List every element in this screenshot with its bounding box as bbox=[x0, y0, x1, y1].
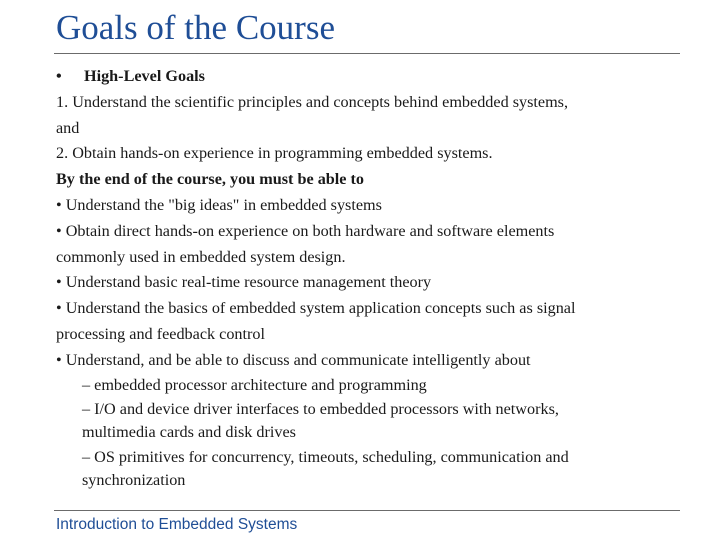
sub-bullet-1: – embedded processor architecture and programming bbox=[82, 376, 427, 394]
sub-bullet-3-cont: synchronization bbox=[82, 470, 186, 489]
outcome-bullet-1: • Understand the "big ideas" in embedded systems bbox=[56, 195, 382, 214]
title-divider bbox=[54, 53, 680, 54]
sub-bullet-2: – I/O and device driver interfaces to embedded processors with networks, bbox=[82, 400, 559, 418]
sub-bullet-2-cont: multimedia cards and disk drives bbox=[82, 423, 296, 441]
slide-body bbox=[56, 64, 696, 374]
goal-line-2: 2. Obtain hands-on experience in programming embedded systems. bbox=[56, 144, 493, 163]
outcome-bullet-4: • Understand the basics of embedded system application concepts such as signal bbox=[56, 299, 576, 318]
subheading bbox=[56, 64, 696, 90]
goal-line-1: 1. Understand the scientific principles and concepts behind embedded systems, bbox=[56, 92, 569, 111]
outcomes-heading: By the end of the course, you must be able to bbox=[56, 170, 365, 189]
sub-bullet-3: – OS primitives for concurrency, timeouts, scheduling, communication and bbox=[82, 447, 569, 466]
sub-bullet-list bbox=[82, 373, 682, 492]
subheading-text: High-Level Goals bbox=[84, 67, 205, 85]
outcome-bullet-3: • Understand basic real-time resource management theory bbox=[56, 273, 432, 292]
outcome-bullet-4-cont: processing and feedback control bbox=[56, 324, 266, 343]
footer-divider bbox=[54, 510, 680, 511]
outcome-bullet-5: • Understand, and be able to discuss and communicate intelligently about bbox=[56, 350, 531, 369]
slide-title: Goals of the Course bbox=[56, 8, 335, 47]
footer-text: Introduction to Embedded Systems bbox=[56, 516, 298, 533]
outcome-bullet-2: • Obtain direct hands-on experience on both hardware and software elements bbox=[56, 221, 555, 240]
subheading-bullet: • bbox=[56, 67, 62, 85]
goal-line-1-cont: and bbox=[56, 118, 80, 137]
outcome-bullet-2-cont: commonly used in embedded system design. bbox=[56, 247, 346, 266]
